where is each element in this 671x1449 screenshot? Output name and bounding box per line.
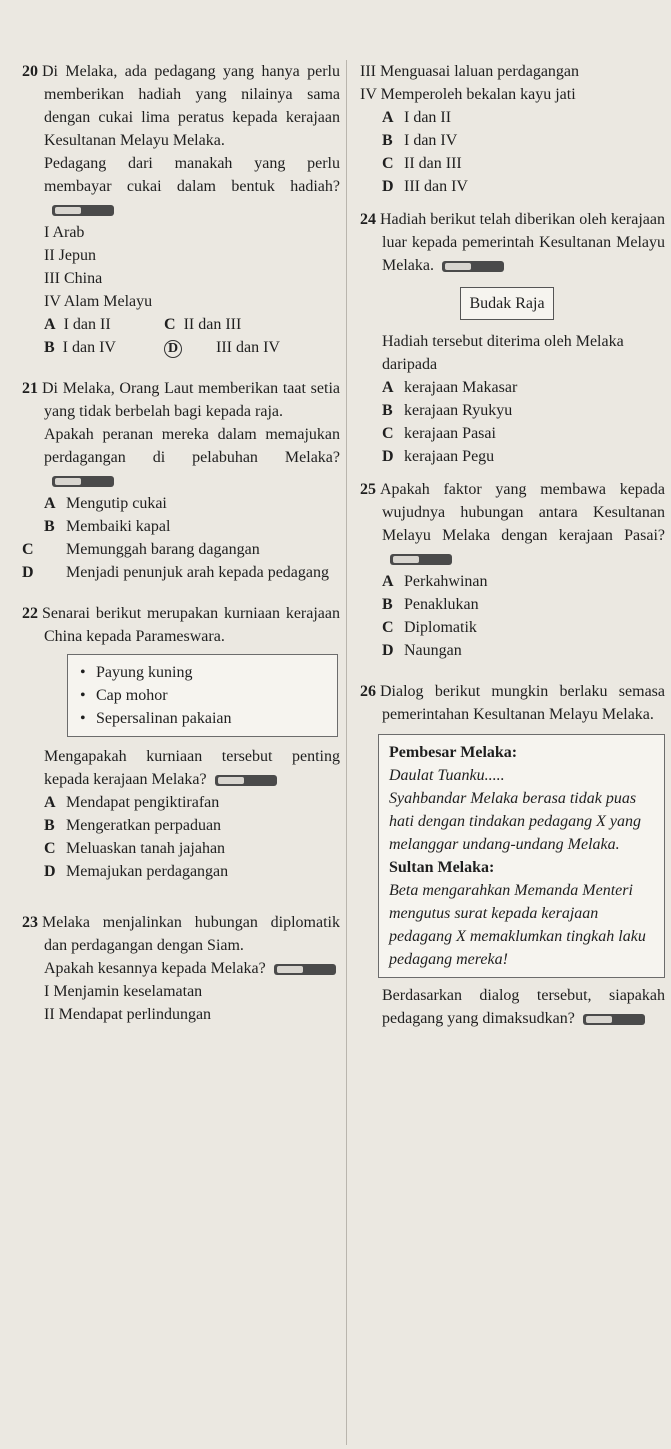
answer-option[interactable]: D Menjadi penunjuk arah kepada pedagang	[22, 564, 330, 581]
question-prompt: Hadiah tersebut diterima oleh Melaka daripada	[382, 333, 624, 373]
answer-option[interactable]: D Memajukan perdagangan	[44, 863, 229, 880]
statement-item: II Jepun	[44, 247, 96, 264]
answer-option[interactable]: D kerajaan Pegu	[382, 448, 495, 465]
answer-option[interactable]: C Memunggah barang dagangan	[22, 541, 260, 558]
answer-option[interactable]: B Membaiki kapal	[44, 518, 171, 535]
answer-option[interactable]: D III dan IV	[382, 178, 468, 195]
answer-option[interactable]: C II dan III	[164, 316, 242, 333]
question-number: 23	[22, 914, 38, 931]
answer-option[interactable]: B I dan IV	[382, 132, 458, 149]
answer-option-selected[interactable]: D III dan IV	[164, 336, 306, 359]
column-divider	[346, 60, 347, 1445]
answer-option[interactable]: B Mengeratkan perpaduan	[44, 817, 222, 834]
answer-option[interactable]: C kerajaan Pasai	[382, 425, 496, 442]
question-prompt: Apakah peranan mereka dalam memajukan perdagangan di pelabuhan Melaka?	[44, 426, 340, 466]
topic-tag	[52, 476, 114, 487]
question-23-continued	[360, 60, 665, 198]
question-prompt: Pedagang dari manakah yang perlu membayar cukai dalam bentuk hadiah?	[44, 155, 340, 195]
topic-tag	[442, 261, 504, 272]
statement-item: IV Alam Melayu	[44, 293, 153, 310]
question-number: 24	[360, 211, 376, 228]
answer-option[interactable]: A Mengutip cukai	[44, 495, 167, 512]
answer-option-row	[22, 313, 340, 336]
dialog-speaker: Sultan Melaka:	[389, 859, 495, 876]
selected-circle-mark: D	[164, 340, 182, 358]
topic-tag	[52, 205, 114, 216]
dialog-line: Beta mengarahkan Memanda Menteri mengutus surat kepada kerajaan pedagang X memaklumkan tingkah laku pedagang mereka!	[389, 882, 646, 968]
answer-option[interactable]: C Meluaskan tanah jajahan	[44, 840, 226, 857]
topic-tag	[390, 554, 452, 565]
answer-option[interactable]: A I dan II	[44, 316, 111, 333]
statement-item: IV Memperoleh bekalan kayu jati	[360, 86, 576, 103]
dialog-speaker: Pembesar Melaka:	[389, 744, 518, 761]
dialog-line: Daulat Tuanku.....	[389, 767, 505, 784]
answer-option[interactable]: A Mendapat pengiktirafan	[44, 794, 220, 811]
answer-option[interactable]: C Diplomatik	[382, 619, 477, 636]
question-24	[360, 208, 665, 468]
left-column	[22, 60, 340, 1026]
answer-option[interactable]: A kerajaan Makasar	[382, 379, 518, 396]
question-stem: Hadiah berikut telah diberikan oleh kerajaan luar kepada pemerintah Kesultanan Melayu Melaka.	[380, 211, 665, 274]
question-26	[360, 680, 665, 1030]
topic-tag	[583, 1014, 645, 1025]
dialog-box	[378, 734, 665, 978]
list-item: • Sepersalinan pakaian	[80, 707, 325, 730]
question-number: 25	[360, 481, 376, 498]
list-item: • Payung kuning	[80, 661, 325, 684]
question-23	[22, 911, 340, 1026]
answer-option[interactable]: B Penaklukan	[382, 596, 479, 613]
statement-item: III China	[44, 270, 103, 287]
answer-option[interactable]: A Perkahwinan	[382, 573, 488, 590]
question-prompt: Mengapakah kurniaan tersebut penting kepada kerajaan Melaka?	[44, 748, 340, 788]
gift-list-box	[67, 654, 338, 737]
question-20	[22, 60, 340, 359]
answer-option[interactable]: D Naungan	[382, 642, 462, 659]
statement-item: II Mendapat perlindungan	[44, 1006, 212, 1023]
question-prompt: Apakah kesannya kepada Melaka?	[44, 960, 266, 977]
question-stem: Di Melaka, Orang Laut memberikan taat setia yang tidak berbelah bagi kepada raja.	[42, 380, 340, 420]
question-25	[360, 478, 665, 662]
question-number: 20	[22, 63, 38, 80]
question-stem: Di Melaka, ada pedagang yang hanya perlu memberikan hadiah yang nilainya sama dengan cukai lima peratus kepada kerajaan Kesultanan Melayu Melaka.	[42, 63, 340, 149]
question-number: 26	[360, 683, 376, 700]
list-item: • Cap mohor	[80, 684, 325, 707]
question-number: 21	[22, 380, 38, 397]
answer-option[interactable]: C II dan III	[382, 155, 462, 172]
answer-option[interactable]: B kerajaan Ryukyu	[382, 402, 513, 419]
question-stem: Melaka menjalinkan hubungan diplomatik dan perdagangan dengan Siam.	[42, 914, 340, 954]
gift-box: Budak Raja	[460, 287, 554, 320]
question-stem: Apakah faktor yang membawa kepada wujudnya hubungan antara Kesultanan Melayu Melaka dengan kerajaan Pasai?	[380, 481, 665, 544]
question-number: 22	[22, 605, 38, 622]
answer-option-row	[22, 336, 340, 359]
answer-option[interactable]: B I dan IV	[44, 339, 116, 356]
question-21	[22, 377, 340, 584]
topic-tag	[215, 775, 277, 786]
answer-option[interactable]: A I dan II	[382, 109, 452, 126]
statement-item: I Menjamin keselamatan	[44, 983, 203, 1000]
question-prompt: Berdasarkan dialog tersebut, siapakah pedagang yang dimaksudkan?	[382, 987, 665, 1027]
question-stem: Dialog berikut mungkin berlaku semasa pemerintahan Kesultanan Melayu Melaka.	[380, 683, 665, 723]
dialog-line: Syahbandar Melaka berasa tidak puas hati dengan tindakan pedagang X yang melanggar undang-undang Melaka.	[389, 790, 641, 853]
statement-item: III Menguasai laluan perdagangan	[360, 63, 580, 80]
question-stem: Senarai berikut merupakan kurniaan kerajaan China kepada Parameswara.	[42, 605, 340, 645]
statement-item: I Arab	[44, 224, 85, 241]
topic-tag	[274, 964, 336, 975]
right-column	[360, 60, 665, 1030]
question-22	[22, 602, 340, 883]
